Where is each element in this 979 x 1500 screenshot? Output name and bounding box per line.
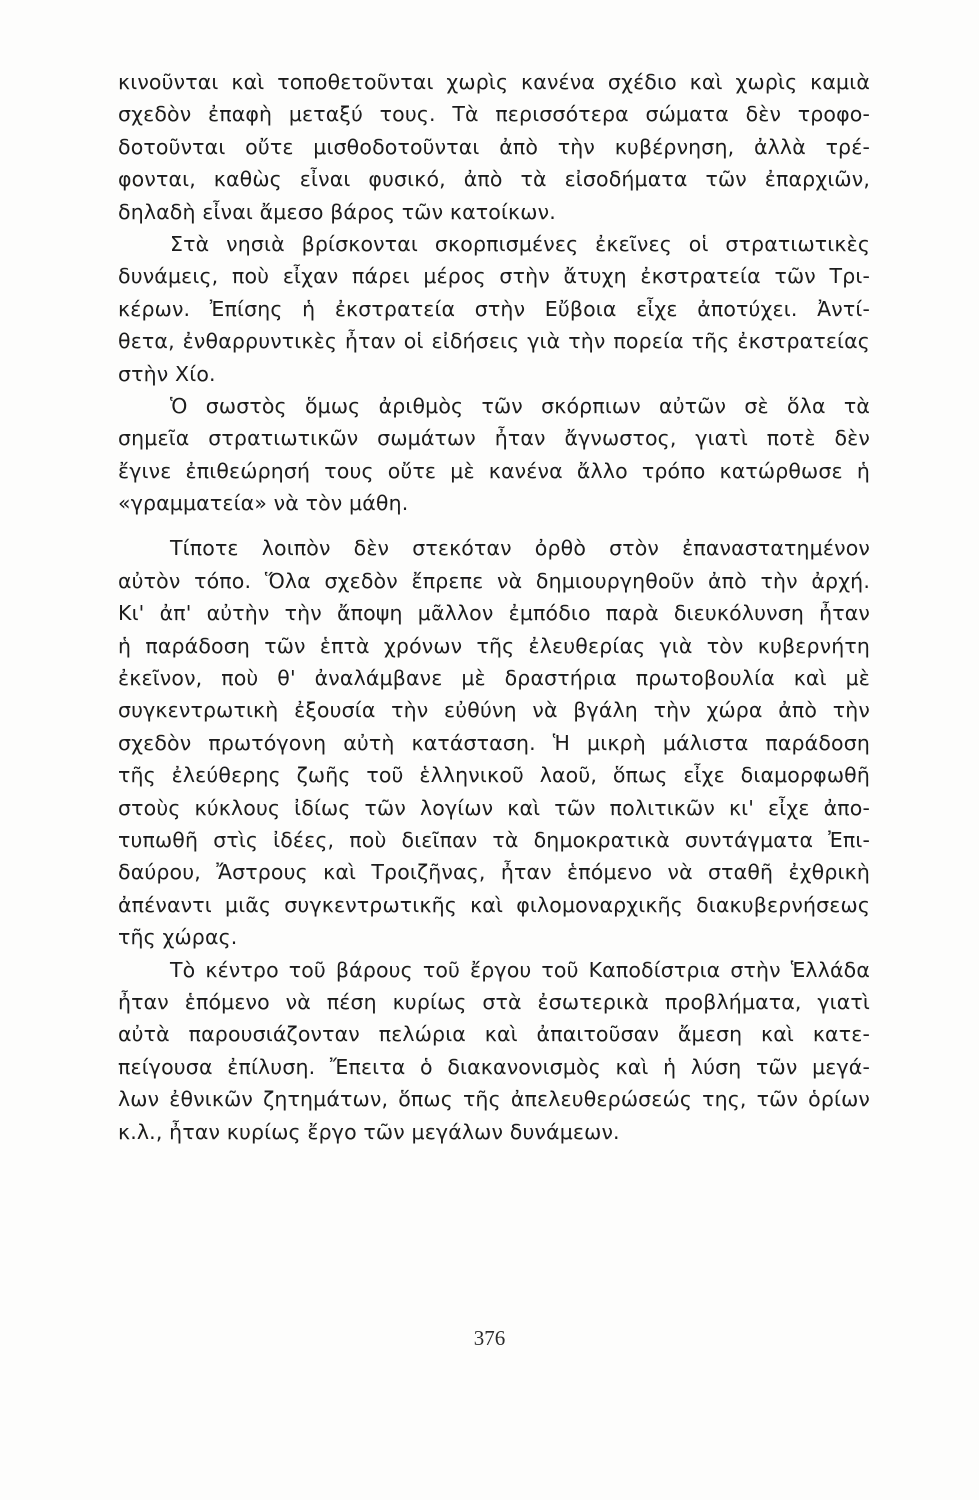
text-line: πείγουσα ἐπίλυση. Ἔπειτα ὁ διακανονισμὸς καὶ ἡ λύση τῶν μεγά- xyxy=(118,1054,870,1079)
text-line: τῆς χώρας. xyxy=(118,925,238,950)
text-line: κέρων. Ἐπίσης ἡ ἐκστρατεία στὴν Εὔβοια εἶχε ἀποτύχει. Ἀντί- xyxy=(118,296,870,321)
text-line: ἡ παράδοση τῶν ἑπτὰ χρόνων τῆς ἐλευθερίας γιὰ τὸν κυβερνήτη xyxy=(118,633,870,658)
text-line: Τίποτε λοιπὸν δὲν στεκόταν ὀρθὸ στὸν ἐπαναστατημένον xyxy=(170,536,870,561)
text-line: ἐκεῖνον, ποὺ θ' ἀναλάμβανε μὲ δραστήρια πρωτοβουλία καὶ μὲ xyxy=(118,666,870,691)
text-line: ἀπέναντι μιᾶς συγκεντρωτικῆς καὶ φιλομοναρχικῆς διακυβερνήσεως xyxy=(118,892,870,917)
text-line: θετα, ἐνθαρρυντικὲς ἦταν οἱ εἰδήσεις γιὰ τὴν πορεία τῆς ἐκστρατείας xyxy=(118,329,870,354)
text-line: σημεῖα στρατιωτικῶν σωμάτων ἦταν ἄγνωστος, γιατὶ ποτὲ δὲν xyxy=(118,426,870,451)
text-line: τυπωθῆ στὶς ἰδέες, ποὺ διεῖπαν τὰ δημοκρατικὰ συντάγματα Ἐπι- xyxy=(118,827,870,852)
text-line: αὐτὸν τόπο. Ὅλα σχεδὸν ἔπρεπε νὰ δημιουργηθοῦν ἀπὸ τὴν ἀρχή. xyxy=(118,568,870,593)
text-line: κ.λ., ἦταν κυρίως ἔργο τῶν μεγάλων δυνάμεων. xyxy=(118,1119,620,1144)
text-line: λων ἐθνικῶν ζητημάτων, ὅπως τῆς ἀπελευθερώσεώς της, τῶν ὁρίων xyxy=(118,1087,870,1112)
text-line: δηλαδὴ εἶναι ἄμεσο βάρος τῶν κατοίκων. xyxy=(118,199,556,224)
text-line: τῆς ἐλεύθερης ζωῆς τοῦ ἑλληνικοῦ λαοῦ, ὅπως εἶχε διαμορφωθῆ xyxy=(118,763,870,788)
text-line: κινοῦνται καὶ τοποθετοῦνται χωρὶς κανένα σχέδιο καὶ χωρὶς καμιὰ xyxy=(118,70,870,94)
text-line: ἦταν ἑπόμενο νὰ πέση κυρίως στὰ ἐσωτερικὰ προβλήματα, γιατὶ xyxy=(118,989,870,1014)
paragraph-gap xyxy=(118,519,870,532)
text-line: δοτοῦνται οὔτε μισθοδοτοῦνται ἀπὸ τὴν κυβέρνηση, ἀλλὰ τρέ- xyxy=(118,134,870,159)
text-line: σχεδὸν πρωτόγονη αὐτὴ κατάσταση. Ἡ μικρὴ μάλιστα παράδοση xyxy=(118,730,870,755)
text-line: Ὁ σωστὸς ὅμως ἀριθμὸς τῶν σκόρπιων αὐτῶν σὲ ὅλα τὰ xyxy=(170,393,870,418)
text-line: Τὸ κέντρο τοῦ βάρους τοῦ ἔργου τοῦ Καποδίστρια στὴν Ἑλλάδα xyxy=(170,957,870,982)
text-line: «γραμματεία» νὰ τὸν μάθη. xyxy=(118,491,409,516)
page-number: 376 xyxy=(473,1326,506,1350)
text-line: δυνάμεις, ποὺ εἶχαν πάρει μέρος στὴν ἄτυχη ἐκστρατεία τῶν Τρι- xyxy=(118,264,870,289)
text-line: φονται, καθὼς εἶναι φυσικό, ἀπὸ τὰ εἰσοδήματα τῶν ἐπαρχιῶν, xyxy=(118,167,870,192)
text-line: Κι' ἀπ' αὐτὴν τὴν ἄποψη μᾶλλον ἐμπόδιο παρὰ διευκόλυνση ἦταν xyxy=(118,601,870,626)
text-line: αὐτὰ παρουσιάζονταν πελώρια καὶ ἀπαιτοῦσαν ἄμεση καὶ κατε- xyxy=(118,1022,870,1047)
body-text xyxy=(118,66,870,1148)
text-line: συγκεντρωτικὴ ἐξουσία τὴν εὐθύνη νὰ βγάλη τὴν χώρα ἀπὸ τὴν xyxy=(118,698,870,723)
text-line: στοὺς κύκλους ἰδίως τῶν λογίων καὶ τῶν πολιτικῶν κι' εἶχε ἀπο- xyxy=(118,795,870,820)
text-line: στὴν Χίο. xyxy=(118,361,216,386)
text-line: Στὰ νησιὰ βρίσκονται σκορπισμένες ἐκεῖνες οἱ στρατιωτικὲς xyxy=(170,231,870,256)
text-line: δαύρου, Ἄστρους καὶ Τροιζῆνας, ἦταν ἑπόμενο νὰ σταθῆ ἐχθρικὴ xyxy=(118,860,870,885)
text-line: ἔγινε ἐπιθεώρησή τους οὔτε μὲ κανένα ἄλλο τρόπο κατώρθωσε ἡ xyxy=(118,458,870,483)
text-line: σχεδὸν ἐπαφὴ μεταξύ τους. Τὰ περισσότερα σώματα δὲν τροφο- xyxy=(118,102,870,127)
